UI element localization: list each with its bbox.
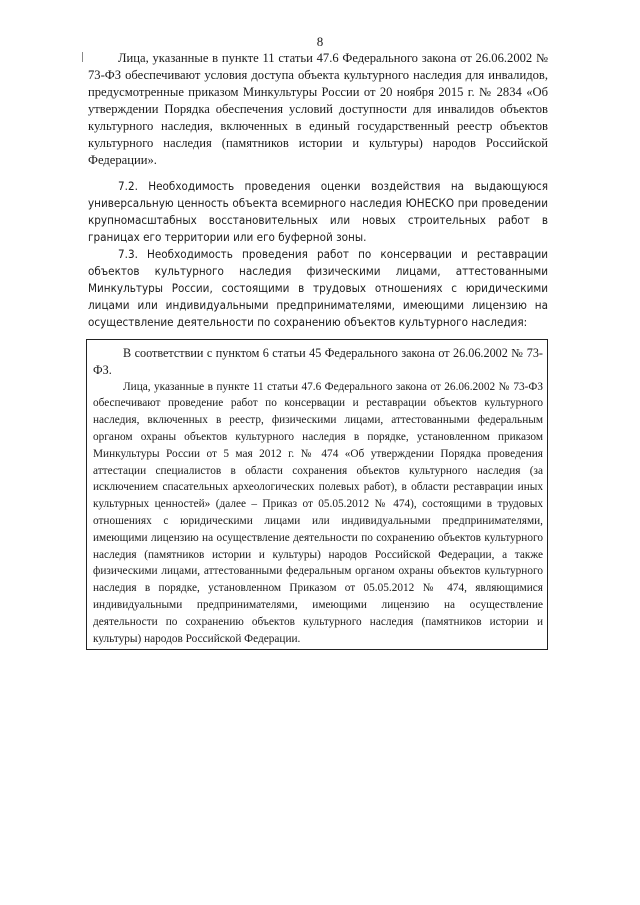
box-paragraph-restoration: [93, 379, 543, 648]
paragraph-7-3: [88, 246, 548, 331]
paragraph-7-2-text: 7.2. Необходимость проведения оценки воздействия на выдающуюся универсальную ценность объекта всемирного наследия ЮНЕСКО при проведении крупномасштабных восстановительных или новых строительных работ в границах его территории или его буферной зоны.: [88, 179, 548, 244]
margin-mark: [82, 52, 83, 62]
box-paragraph-restoration-text: Лица, указанные в пункте 11 статьи 47.6 Федерального закона от 26.06.2002 № 73-ФЗ обеспечивают проведение работ по консервации и реставрации объектов культурного наследия, включенных в реестр, физическими лицами, аттестованными федеральным органом охраны объектов культурного наследия в порядке, установленном приказом Минкультуры России от 5 мая 2012 г. № 474 «Об утверждении Порядка проведения аттестации специалистов в области сохранения объектов культурного наследия (за исключением спасательных археологических полевых работ), в области реставрации иных культурных ценностей» (далее – Приказ от 05.05.2012 № 474), состоящими в трудовых отношениях с юридическими лицами или индивидуальными предпринимателями, имеющими лицензию на осуществление деятельности по сохранению объектов культурного наследия (памятников истории и культуры) народов Российской Федерации, а также физическими лицами, аттестованными федеральным органом охраны объектов культурного наследия в порядке, установленном Приказом от 05.05.2012 № 474, являющимися индивидуальными предпринимателями, имеющими лицензию на осуществление деятельности по сохранению объектов культурного наследия (памятников истории и культуры) народов Российской Федерации.: [93, 380, 543, 645]
box-paragraph-basis-text: В соответствии с пунктом 6 статьи 45 Федерального закона от 26.06.2002 № 73-ФЗ.: [93, 346, 543, 377]
paragraph-accessibility-text: Лица, указанные в пункте 11 статьи 47.6 Федерального закона от 26.06.2002 № 73-ФЗ обеспечивают условия доступа объекта культурного наследия для инвалидов, предусмотренные приказом Минкультуры России от 20 ноября 2015 г. № 2834 «Об утверждении Порядка обеспечения условий доступности для инвалидов объектов культурного наследия, включенных в единый государственный реестр объектов культурного наследия (памятников истории и культуры) народов Российской Федерации».: [88, 51, 548, 167]
paragraph-accessibility: [88, 50, 548, 169]
paragraph-7-2: [88, 178, 548, 246]
page-number: 8: [316, 34, 324, 49]
box-paragraph-basis: [93, 345, 543, 379]
paragraph-7-3-text: 7.3. Необходимость проведения работ по консервации и реставрации объектов культурного наследия физическими лицами, аттестованными Минкультуры России, состоящими в трудовых отношениях с юридическими лицами или индивидуальными предпринимателями, имеющими лицензию на осуществление деятельности по сохранению объектов культурного наследия:: [88, 247, 548, 329]
boxed-section: [86, 339, 548, 650]
